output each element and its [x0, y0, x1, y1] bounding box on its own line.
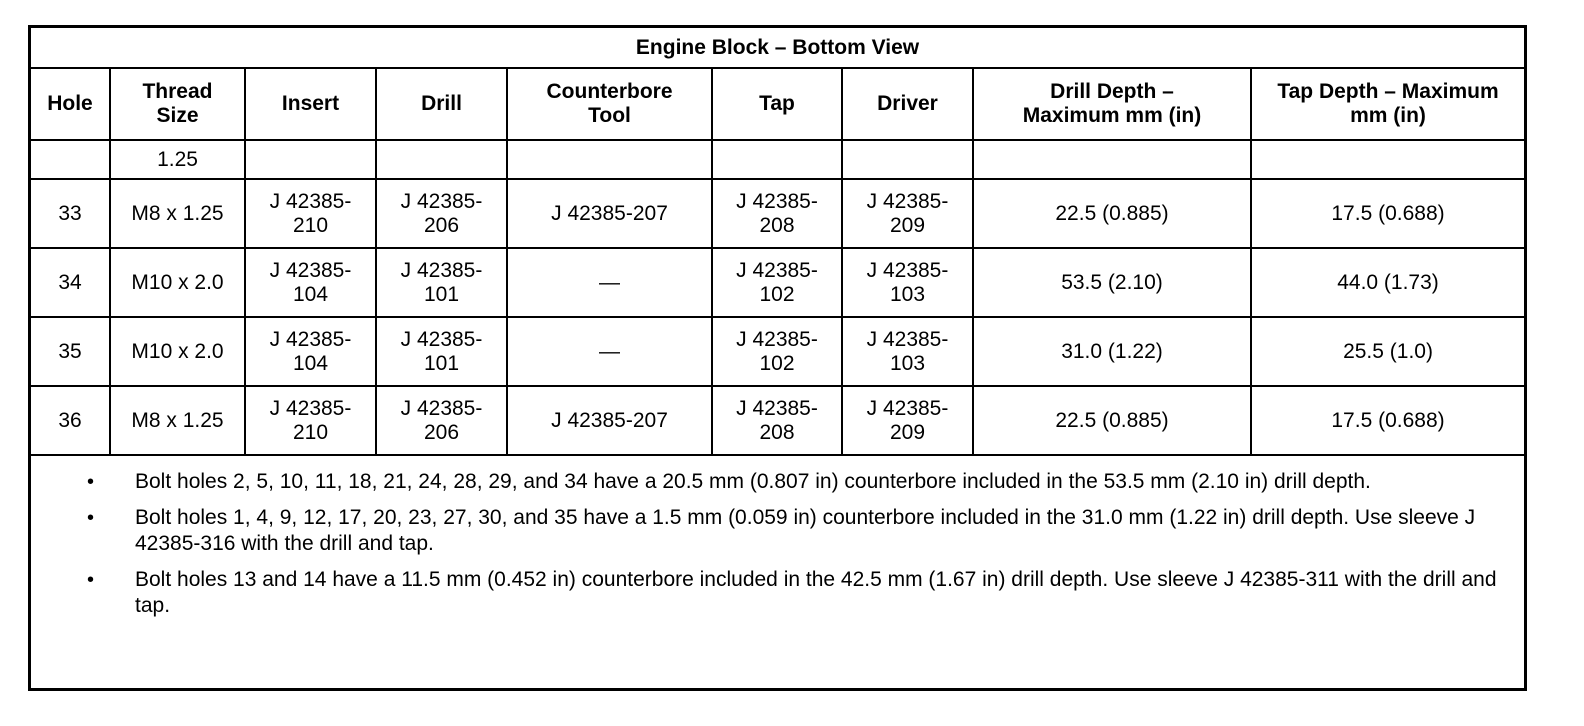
note-text: Bolt holes 13 and 14 have a 11.5 mm (0.452 in) counterbore included in the 42.5 mm (1.67 in) drill depth. Use sleeve J 42385-311 with the drill and tap.: [135, 568, 1497, 617]
cell-tap: J 42385- 102: [712, 248, 842, 317]
cell-tap-depth: 44.0 (1.73): [1251, 248, 1524, 317]
engine-block-table: [31, 28, 1524, 456]
notes-section: [31, 457, 1524, 629]
bullet-icon: •: [87, 507, 95, 529]
cell-insert: J 42385- 210: [245, 386, 376, 455]
cell-thread-size: 1.25: [110, 140, 245, 179]
column-header-hole: Hole: [31, 68, 110, 140]
note-item: [31, 567, 1516, 619]
cell-tap-depth: 17.5 (0.688): [1251, 179, 1524, 248]
table-header-row: [31, 68, 1524, 140]
table-title: Engine Block – Bottom View: [31, 28, 1524, 68]
column-header-driver: Driver: [842, 68, 973, 140]
cell-driver: J 42385- 103: [842, 248, 973, 317]
cell-insert: J 42385- 210: [245, 179, 376, 248]
cell-drill-depth: 53.5 (2.10): [973, 248, 1251, 317]
cell-hole: 35: [31, 317, 110, 386]
column-header-tap: Tap: [712, 68, 842, 140]
cell-drill-depth: 22.5 (0.885): [973, 386, 1251, 455]
cell-hole: [31, 140, 110, 179]
bullet-icon: •: [87, 569, 95, 591]
cell-hole: 36: [31, 386, 110, 455]
table-row: [31, 317, 1524, 386]
table-row: [31, 248, 1524, 317]
cell-thread-size: M8 x 1.25: [110, 179, 245, 248]
note-item: [31, 469, 1516, 495]
document-frame: [28, 25, 1527, 691]
table-row: [31, 179, 1524, 248]
table-row: [31, 386, 1524, 455]
cell-thread-size: M10 x 2.0: [110, 317, 245, 386]
cell-counterbore-tool: J 42385-207: [507, 386, 712, 455]
table-row-continued: [31, 140, 1524, 179]
column-header-drill-depth: Drill Depth – Maximum mm (in): [973, 68, 1251, 140]
cell-tap-depth: [1251, 140, 1524, 179]
note-text: Bolt holes 1, 4, 9, 12, 17, 20, 23, 27, 30, and 35 have a 1.5 mm (0.059 in) counterbore included in the 31.0 mm (1.22 in) drill depth. Use sleeve J 42385-316 with the drill and tap.: [135, 506, 1476, 555]
cell-thread-size: M8 x 1.25: [110, 386, 245, 455]
cell-counterbore-tool: [507, 140, 712, 179]
cell-drill-depth: [973, 140, 1251, 179]
column-header-insert: Insert: [245, 68, 376, 140]
cell-driver: J 42385- 209: [842, 386, 973, 455]
cell-driver: J 42385- 209: [842, 179, 973, 248]
cell-tap-depth: 25.5 (1.0): [1251, 317, 1524, 386]
cell-insert: J 42385- 104: [245, 248, 376, 317]
cell-insert: [245, 140, 376, 179]
cell-driver: J 42385- 103: [842, 317, 973, 386]
cell-drill-depth: 22.5 (0.885): [973, 179, 1251, 248]
column-header-drill: Drill: [376, 68, 507, 140]
cell-driver: [842, 140, 973, 179]
cell-hole: 34: [31, 248, 110, 317]
cell-counterbore-tool: —: [507, 317, 712, 386]
cell-tap-depth: 17.5 (0.688): [1251, 386, 1524, 455]
cell-drill: J 42385- 101: [376, 248, 507, 317]
cell-drill: J 42385- 206: [376, 386, 507, 455]
cell-drill: J 42385- 206: [376, 179, 507, 248]
note-text: Bolt holes 2, 5, 10, 11, 18, 21, 24, 28, 29, and 34 have a 20.5 mm (0.807 in) counterbore included in the 53.5 mm (2.10 in) drill depth.: [135, 470, 1371, 493]
cell-drill: [376, 140, 507, 179]
cell-counterbore-tool: —: [507, 248, 712, 317]
column-header-tap-depth: Tap Depth – Maximum mm (in): [1251, 68, 1524, 140]
cell-insert: J 42385- 104: [245, 317, 376, 386]
cell-counterbore-tool: J 42385-207: [507, 179, 712, 248]
cell-drill: J 42385- 101: [376, 317, 507, 386]
note-item: [31, 505, 1516, 557]
cell-drill-depth: 31.0 (1.22): [973, 317, 1251, 386]
table-title-row: [31, 28, 1524, 68]
column-header-counterbore-tool: Counterbore Tool: [507, 68, 712, 140]
cell-thread-size: M10 x 2.0: [110, 248, 245, 317]
cell-tap: J 42385- 208: [712, 179, 842, 248]
cell-tap: [712, 140, 842, 179]
column-header-thread-size: Thread Size: [110, 68, 245, 140]
cell-tap: J 42385- 208: [712, 386, 842, 455]
bullet-icon: •: [87, 471, 95, 493]
cell-hole: 33: [31, 179, 110, 248]
cell-tap: J 42385- 102: [712, 317, 842, 386]
